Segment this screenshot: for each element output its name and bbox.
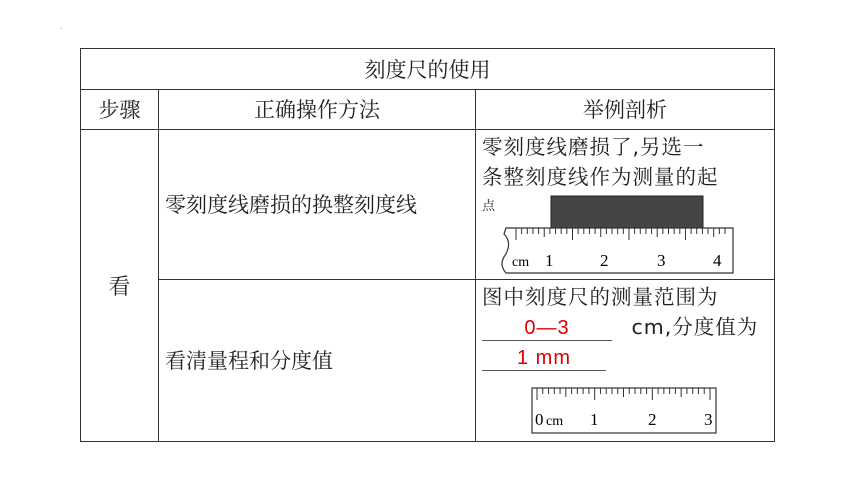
- ruler-figure-2: [476, 280, 775, 440]
- header-method: 正确操作方法: [159, 90, 476, 129]
- answer-division: 1 mm: [517, 346, 571, 369]
- answer-range: 0—3: [524, 316, 570, 339]
- ruler-body-1: [502, 228, 733, 273]
- ruler-label-1: 1: [545, 250, 554, 270]
- example2-line1: 图中刻度尺的测量范围为: [482, 284, 719, 309]
- method-cell-1: 零刻度线磨损的换整刻度线: [159, 129, 476, 279]
- ruler-figure-1: [476, 130, 775, 278]
- step-cell: 看: [81, 129, 159, 441]
- example2-mid: cm,分度值为: [631, 314, 759, 339]
- header-example: 举例剖析: [476, 90, 775, 129]
- ruler-unit-2: cm: [546, 413, 564, 429]
- measured-object: [551, 196, 703, 228]
- ruler-label-0: 0: [535, 409, 544, 429]
- ruler-label-4: 4: [713, 250, 722, 270]
- ruler-label-3: 3: [657, 250, 666, 270]
- method-cell-2: 看清量程和分度值: [159, 279, 476, 441]
- page-dot: .: [60, 22, 63, 31]
- example-cell-2: [476, 279, 775, 441]
- ruler-usage-table: [80, 48, 775, 442]
- example1-line1: 零刻度线磨损了,另选一: [482, 134, 705, 159]
- example-cell-1: [476, 129, 775, 279]
- table-title: 刻度尺的使用: [81, 49, 775, 90]
- ruler-label-2b: 2: [648, 409, 657, 429]
- header-step: 步骤: [81, 90, 159, 129]
- example1-line2: 条整刻度线作为测量的起: [482, 164, 719, 189]
- ruler-label-1b: 1: [590, 409, 599, 429]
- example1-line3: 点: [482, 198, 497, 214]
- ruler-unit-1: cm: [512, 254, 530, 270]
- ruler-label-2: 2: [600, 250, 609, 270]
- ruler-label-3b: 3: [704, 409, 713, 429]
